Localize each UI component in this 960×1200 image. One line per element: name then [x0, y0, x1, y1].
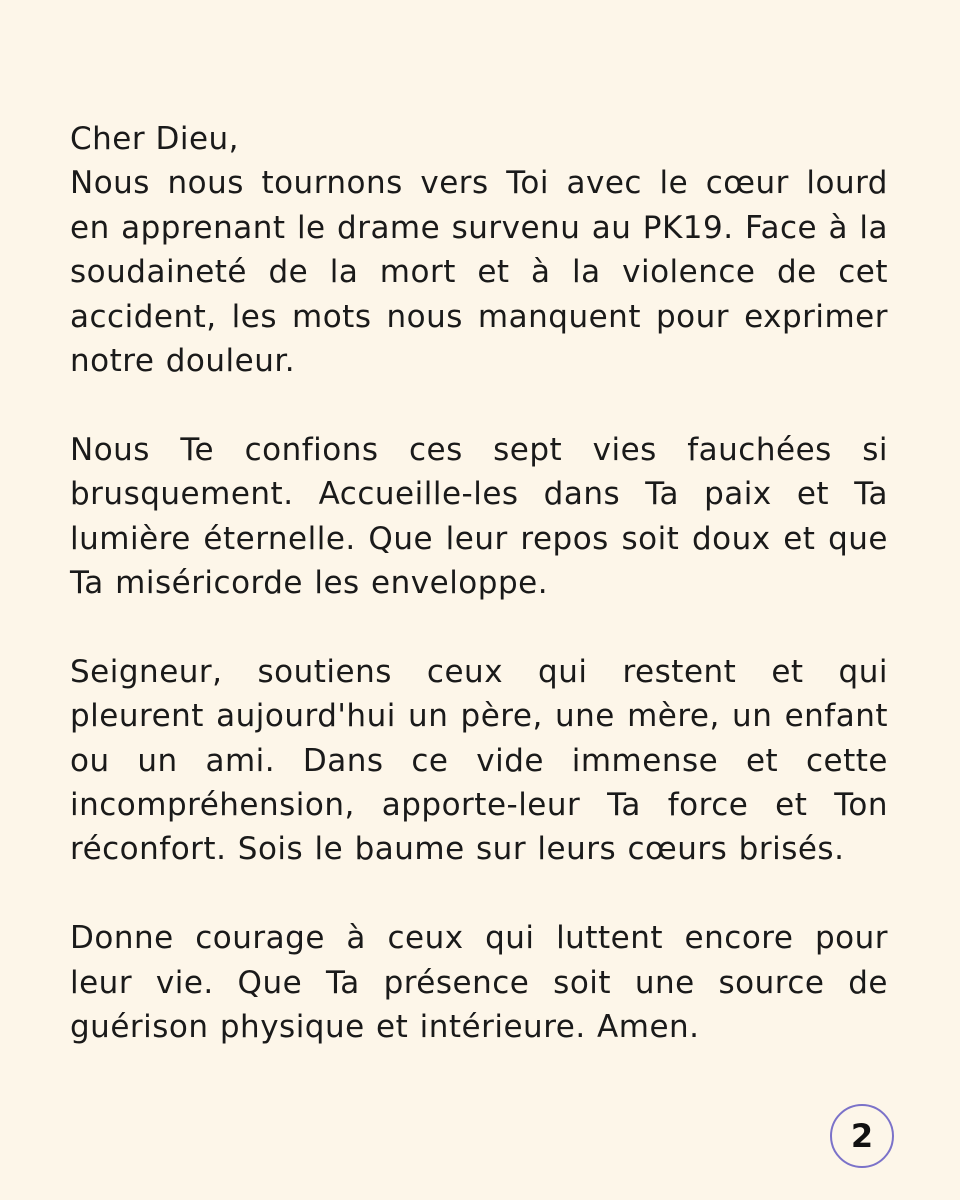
prayer-text — [70, 117, 888, 1049]
page-number-badge: 2 — [830, 1104, 894, 1168]
prayer-paragraph-4: Donne courage à ceux qui luttent encore pour leur vie. Que Ta présence soit une source de guérison physique et intérieure. Amen. — [70, 920, 888, 1046]
prayer-greeting: Cher Dieu, — [70, 121, 240, 157]
prayer-paragraph-3: Seigneur, soutiens ceux qui restent et qui pleurent aujourd'hui un père, une mère, un enfant ou un ami. Dans ce vide immense et cette incompréhension, apporte-leur Ta force et Ton réconfort. Sois le baume sur leurs cœurs brisés. — [70, 653, 888, 868]
prayer-paragraph-2: Nous Te confions ces sept vies fauchées si brusquement. Accueille-les dans Ta paix et Ta lumière éternelle. Que leur repos soit doux et que Ta miséricorde les enveloppe. — [70, 431, 888, 602]
prayer-paragraph-1: Nous nous tournons vers Toi avec le cœur lourd en apprenant le drame survenu au PK19. Face à la soudaineté de la mort et à la violence de cet accident, les mots nous manquent pour exprimer notre douleur. — [70, 165, 888, 380]
